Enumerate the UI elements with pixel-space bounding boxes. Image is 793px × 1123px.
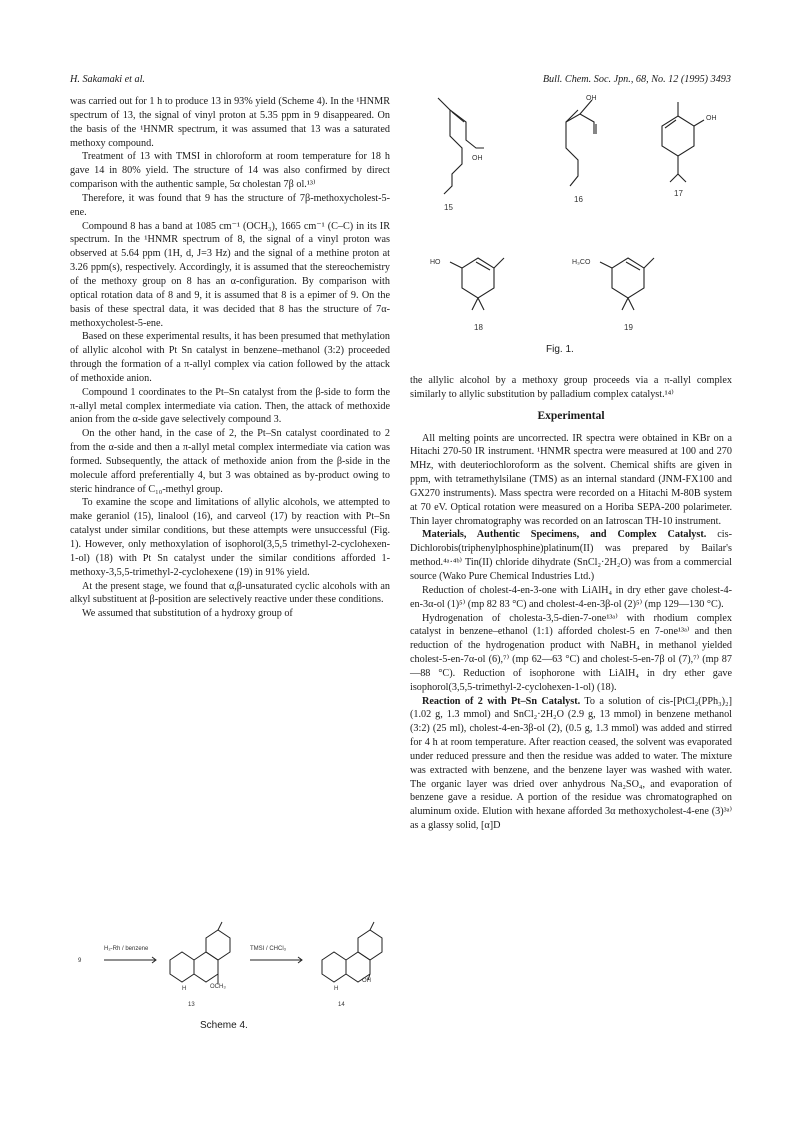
paragraph: Compound 8 has a band at 1085 cm⁻¹ (OCH₃), 1665 cm⁻¹ (C–C) in its IR spectrum. In the ¹HNMR spectrum of 8, the signal of a vinyl proton was observed at 5.64 ppm (1H, d, J=3 Hz) and the signal of a methine proton at 3.26 ppm(s), respectively. Accordingly, it is assumed that the stereochemistry of the methoxy group on 8 has an α-configuration. By comparison with optical rotation data of 8 and 9, it is assumed that 8 is a epimer of 9. On the basis of these spectral data, it was decided that 8 has the structure of 7α-methoxycholest-5-ene. bbox=[70, 220, 390, 329]
oh-label: OH bbox=[362, 978, 371, 984]
scheme-start-label: 9 bbox=[78, 958, 82, 964]
paragraph: To examine the scope and limitations of allylic alcohols, we attempted to make geraniol (15), linalool (16), and carveol (17) by reaction with Pt–Sn catalyst under similar conditions, but these attempts were unsuccessful (Fig. 1). However, only methoxylation of isophorol(3,5,5 trimethyl-2-cyclohexen-1-ol) (18) with Pt Sn catalyst under the similar conditions afforded 1-methoxy-3,5,5-trimethyl-2-cyclohexene (19) in 91% yield. bbox=[70, 497, 390, 578]
steroid-structure-14 bbox=[322, 922, 382, 982]
paragraph: At the present stage, we found that α,β-unsaturated cyclic alcohols with an alkyl substituent at β-position are selectively reactive under these conditions. bbox=[70, 580, 390, 606]
paragraph: Based on these experimental results, it has been presumed that methylation of allylic alcohol with Pt Sn catalyst in benzene–methanol (3:2) proceeded through the formation of a π-allyl complex via cation followed by the attack of methoxide anion. bbox=[70, 331, 390, 384]
paragraph bbox=[410, 528, 732, 583]
figure-1-caption: Fig. 1. bbox=[546, 344, 574, 355]
paragraph-body: cis-Dichlorobis(triphenylphosphine)platinum(II) was prepared by Bailar's method.⁴ᵃ·⁴ᵇ⁾ Tin(II) chloride dihydrate (SnCl₂·2H₂O) was from a commercial source (Wako Pure Chemical Industries Ltd.) bbox=[410, 529, 732, 582]
figure-1-structures bbox=[410, 90, 732, 362]
run-in-head-materials: Materials, Authentic Specimens, and Complex Catalyst. bbox=[422, 529, 707, 541]
h-label: H bbox=[182, 986, 187, 992]
compound-label-13: 13 bbox=[188, 1002, 195, 1008]
geraniol-structure bbox=[438, 98, 462, 194]
run-in-head-reaction: Reaction of 2 with Pt–Sn Catalyst. bbox=[422, 695, 581, 707]
paragraph: Hydrogenation of cholesta-3,5-dien-7-one¹³ᵃ⁾ with rhodium complex catalyst in benzene–ethanol (1:1) afforded cholest-5 en 7-one¹³ᵃ⁾ and then reduction of the hydrogenation product with NaBH₄ in methanol yielded cholest-5-en-7α-ol (6),⁷⁾ (mp 62—63 °C) and cholest-5-en-7β ol (7),⁷⁾ (mp 87—88 °C). Reduction of isophorone with LiAlH₄ in dry ether gave isophorol(3,5,5-trimethyl-2-cyclohexen-1-ol) (18). bbox=[410, 612, 732, 693]
group-label-oh: OH bbox=[586, 95, 597, 102]
compound-label-17: 17 bbox=[674, 189, 683, 198]
paragraph: All melting points are uncorrected. IR spectra were obtained in KBr on a Hitachi 270-50 IR instrument. ¹HNMR spectra were measured at 100 and 270 MHz, with deuteriochloroform as the solvent. Chemical shifts are given in ppm, with tetramethylsilane (TMS) as an internal standard (JNM-FX100 and GX270 instruments). Mass spectra were recorded on a Hitachi M-80B system at 70 eV. Optical rotation were measured on a Horiba SEPA-200 polarimeter. Thin layer chromatography was recorded on an Iatroscan TH-10 instrument. bbox=[410, 432, 732, 527]
left-column bbox=[70, 95, 390, 621]
paragraph: On the other hand, in the case of 2, the Pt–Sn catalyst coordinated to 2 from the α-side and then a π-allyl metal complex intermediate via cation was formed. Subsequently, the attack of methoxide anion from the β-side in the molecule afford preferentially 4, but 3 was obtained as by-product owing to steric hindrance of C₁₀-methyl group. bbox=[70, 428, 390, 495]
carveol-structure bbox=[662, 116, 694, 156]
paragraph: was carried out for 1 h to produce 13 in 93% yield (Scheme 4). In the ¹HNMR spectrum of 13, the signal of vinyl proton at 5.35 ppm in 9 disappeared. On the basis of the ¹HNMR spectrum, it was assumed that 13 was a saturated methoxy compound. bbox=[70, 96, 390, 149]
reagent-1: H₂-Rh / benzene bbox=[104, 946, 149, 952]
isophorol-structure bbox=[462, 258, 494, 298]
group-label-meo: H₃CO bbox=[572, 259, 591, 266]
paragraph: Therefore, it was found that 9 has the structure of 7β-methoxycholest-5-ene. bbox=[70, 192, 390, 218]
running-header-authors: H. Sakamaki et al. bbox=[70, 74, 145, 85]
paragraph: Treatment of 13 with TMSI in chloroform at room temperature for 18 h gave 14 in 80% yield. The structure of 14 was also confirmed by direct comparison with the authentic sample, 5α cholestan 7β ol.¹³⁾ bbox=[70, 151, 390, 191]
group-label-ho: HO bbox=[430, 259, 441, 266]
paragraph: the allylic alcohol by a methoxy group proceeds via a π-allyl complex similarly to allylic substitution by palladium complex catalyst.¹⁴⁾ bbox=[410, 375, 732, 400]
running-header-journal: Bull. Chem. Soc. Jpn., 68, No. 12 (1995) 3493 bbox=[542, 74, 731, 85]
methoxy-trimethylcyclohexene-structure bbox=[612, 258, 644, 298]
paragraph-body: To a solution of cis-[PtCl₂(PPh₃)₂] (1.02 g, 1.3 mmol) and SnCl₂·2H₂O (2.9 g, 13 mmol) in benzene methanol (3:2) (25 ml), cholest-4-en-3β-ol (2), (0.5 g, 1.3 mmol) was added and stirred for 4 h at room temperature. After reaction ceased, the solvent was evaporated under reduced pressure and then the residue was added to water. The mixture was extracted with benzene, and the benzene layer was washed with water. The organic layer was dried over anhydrous Na₂SO₄, and evaporation of benzene gave a residue. A portion of the residue was chromatographed on aluminum oxide. Elution with hexane afforded 3α methoxycholest-4-ene (3)³ᵃ⁾ as a glassy solid, [α]D bbox=[410, 695, 732, 832]
compound-label-14: 14 bbox=[338, 1002, 345, 1008]
paragraph: We assumed that substitution of a hydroxy group of bbox=[82, 608, 293, 620]
right-column bbox=[410, 374, 732, 833]
steroid-structure-13 bbox=[170, 922, 230, 984]
group-label-oh: OH bbox=[472, 155, 483, 162]
compound-label-15: 15 bbox=[444, 203, 453, 212]
compound-label-18: 18 bbox=[474, 323, 483, 332]
scheme-4-reaction bbox=[70, 920, 390, 1032]
reagent-2: TMSI / CHCl₃ bbox=[250, 946, 287, 952]
paragraph: Reduction of cholest-4-en-3-one with LiAlH₄ in dry ether gave cholest-4-en-3α-ol (1)⁵⁾ (mp 82 83 °C) and cholest-4-en-3β-ol (2)⁵⁾ (mp 129—130 °C). bbox=[410, 584, 732, 610]
scheme-4-caption: Scheme 4. bbox=[200, 1020, 248, 1031]
paragraph: Compound 1 coordinates to the Pt–Sn catalyst from the β-side to form the π-allyl metal complex intermediate via cation. Then, the attack of methoxide anion from the α-side gave selectively compound 3. bbox=[70, 386, 390, 426]
och3-label: OCH₃ bbox=[210, 984, 226, 990]
group-label-oh: OH bbox=[706, 115, 717, 122]
h-label: H bbox=[334, 986, 339, 992]
compound-label-19: 19 bbox=[624, 323, 633, 332]
section-title-experimental: Experimental bbox=[537, 409, 605, 422]
paragraph bbox=[410, 695, 732, 833]
compound-label-16: 16 bbox=[574, 195, 583, 204]
